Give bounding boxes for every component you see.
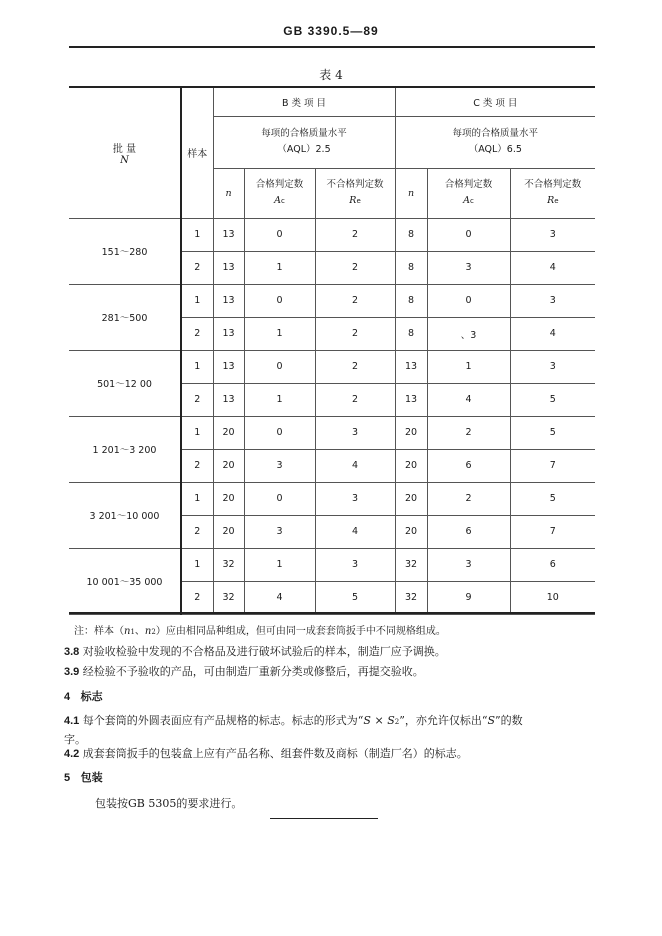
b-n-cell: 20 — [213, 515, 244, 548]
sample-cell: 1 — [181, 218, 213, 251]
c-n-header: n — [395, 168, 427, 218]
sample-cell: 2 — [181, 317, 213, 350]
c-n-cell: 20 — [395, 416, 427, 449]
c-re-cell: 5 — [510, 383, 595, 416]
c-ac-cell: 1 — [427, 350, 510, 383]
table-row — [69, 284, 595, 317]
lot-size-cell: 3 201～10 000 — [69, 482, 181, 548]
b-n-cell: 13 — [213, 251, 244, 284]
sample-cell: 1 — [181, 548, 213, 581]
clause-4-1: 4.1 每个套筒的外圆表面应有产品规格的标志。标志的形式为“S × S2”，亦允许仅标出“S”的数 字。 — [64, 714, 523, 746]
lot-size-cell: 151～280 — [69, 218, 181, 284]
c-re-cell: 5 — [510, 416, 595, 449]
b-ac-cell: 0 — [244, 482, 315, 515]
b-ac-cell: 4 — [244, 581, 315, 614]
b-ac-cell: 1 — [244, 548, 315, 581]
section-4-heading: 4 标志 — [64, 690, 103, 703]
c-n-cell: 13 — [395, 383, 427, 416]
sample-cell: 1 — [181, 350, 213, 383]
b-ac-cell: 1 — [244, 317, 315, 350]
standard-header: GB 3390.5—89 — [283, 24, 379, 38]
c-class-header: C 类 项 目 — [395, 88, 595, 116]
b-n-cell: 32 — [213, 581, 244, 614]
section-5-text: 包装按GB 5305的要求进行。 — [95, 797, 243, 810]
lot-size-cell: 1 201～3 200 — [69, 416, 181, 482]
lot-size-cell: 10 001～35 000 — [69, 548, 181, 614]
sample-cell: 2 — [181, 383, 213, 416]
b-ac-cell: 0 — [244, 218, 315, 251]
b-re-cell: 2 — [315, 317, 395, 350]
b-n-cell: 13 — [213, 218, 244, 251]
b-n-cell: 13 — [213, 350, 244, 383]
c-re-cell: 7 — [510, 515, 595, 548]
b-re-cell: 2 — [315, 383, 395, 416]
c-n-cell: 20 — [395, 449, 427, 482]
b-ac-cell: 1 — [244, 251, 315, 284]
c-n-cell: 8 — [395, 317, 427, 350]
c-n-cell: 32 — [395, 581, 427, 614]
b-ac-header: 合格判定数 Ac — [244, 168, 315, 218]
clause-4-2: 4.2 成套套筒扳手的包装盒上应有产品名称、组套件数及商标（制造厂名）的标志。 — [64, 747, 468, 760]
header-rule — [69, 46, 595, 48]
b-ac-cell: 0 — [244, 284, 315, 317]
c-n-cell: 8 — [395, 218, 427, 251]
c-re-cell: 3 — [510, 218, 595, 251]
b-ac-cell: 0 — [244, 416, 315, 449]
table-title: 表 4 — [319, 68, 343, 82]
c-ac-cell: 2 — [427, 482, 510, 515]
c-ac-cell: 6 — [427, 515, 510, 548]
table-row — [69, 482, 595, 515]
c-re-cell: 5 — [510, 482, 595, 515]
b-n-cell: 32 — [213, 548, 244, 581]
c-ac-cell: 0 — [427, 284, 510, 317]
c-re-cell: 6 — [510, 548, 595, 581]
b-re-cell: 3 — [315, 416, 395, 449]
c-n-cell: 32 — [395, 548, 427, 581]
c-n-cell: 8 — [395, 251, 427, 284]
c-ac-cell: 0 — [427, 218, 510, 251]
b-n-cell: 13 — [213, 317, 244, 350]
b-n-cell: 20 — [213, 416, 244, 449]
b-aql-header: 每项的合格质量水平 （AQL）2.5 — [213, 116, 395, 168]
sample-cell: 2 — [181, 251, 213, 284]
b-n-header: n — [213, 168, 244, 218]
c-re-cell: 4 — [510, 251, 595, 284]
b-re-header: 不合格判定数 Re — [315, 168, 395, 218]
c-re-cell: 7 — [510, 449, 595, 482]
table-note: 注：样本（n1、n2）应由相同品种组成，但可由同一成套套筒扳手中不同规格组成。 — [74, 626, 446, 637]
table-body — [69, 218, 595, 614]
b-n-cell: 20 — [213, 449, 244, 482]
b-ac-cell: 3 — [244, 515, 315, 548]
b-n-cell: 20 — [213, 482, 244, 515]
section-5-heading: 5 包装 — [64, 771, 103, 784]
table-row — [69, 416, 595, 449]
b-ac-cell: 1 — [244, 383, 315, 416]
table-bottom-rule — [69, 612, 595, 614]
b-re-cell: 5 — [315, 581, 395, 614]
sample-cell: 1 — [181, 482, 213, 515]
c-ac-cell: 4 — [427, 383, 510, 416]
b-ac-cell: 3 — [244, 449, 315, 482]
c-ac-cell: 3 — [427, 251, 510, 284]
table-row — [69, 350, 595, 383]
c-re-cell: 10 — [510, 581, 595, 614]
b-re-cell: 4 — [315, 449, 395, 482]
c-ac-cell: 、3 — [427, 317, 510, 350]
sampling-table — [69, 88, 595, 615]
c-aql-header: 每项的合格质量水平 （AQL）6.5 — [395, 116, 595, 168]
b-ac-cell: 0 — [244, 350, 315, 383]
c-ac-cell: 9 — [427, 581, 510, 614]
c-ac-header: 合格判定数 Ac — [427, 168, 510, 218]
c-n-cell: 8 — [395, 284, 427, 317]
sample-cell: 2 — [181, 449, 213, 482]
sample-cell: 1 — [181, 284, 213, 317]
b-re-cell: 2 — [315, 350, 395, 383]
lot-size-header: 批 量 N — [69, 88, 181, 218]
table-row — [69, 218, 595, 251]
c-n-cell: 20 — [395, 515, 427, 548]
lot-size-cell: 501～12 00 — [69, 350, 181, 416]
sample-header: 样本 — [181, 88, 213, 218]
b-re-cell: 3 — [315, 482, 395, 515]
b-re-cell: 2 — [315, 218, 395, 251]
b-re-cell: 2 — [315, 251, 395, 284]
c-n-cell: 20 — [395, 482, 427, 515]
sample-cell: 2 — [181, 581, 213, 614]
sample-cell: 1 — [181, 416, 213, 449]
c-re-header: 不合格判定数 Re — [510, 168, 595, 218]
b-class-header: B 类 项 目 — [213, 88, 395, 116]
end-rule — [270, 818, 378, 819]
c-ac-cell: 3 — [427, 548, 510, 581]
table-row — [69, 548, 595, 581]
clause-3-9: 3.9 经检验不予验收的产品，可由制造厂重新分类或修整后，再提交验收。 — [64, 665, 424, 678]
c-n-cell: 13 — [395, 350, 427, 383]
b-re-cell: 2 — [315, 284, 395, 317]
sample-cell: 2 — [181, 515, 213, 548]
c-ac-cell: 6 — [427, 449, 510, 482]
c-re-cell: 4 — [510, 317, 595, 350]
c-re-cell: 3 — [510, 284, 595, 317]
clause-3-8: 3.8 对验收检验中发现的不合格品及进行破坏试验后的样本，制造厂应予调换。 — [64, 645, 446, 658]
b-re-cell: 3 — [315, 548, 395, 581]
b-n-cell: 13 — [213, 383, 244, 416]
c-ac-cell: 2 — [427, 416, 510, 449]
b-re-cell: 4 — [315, 515, 395, 548]
b-n-cell: 13 — [213, 284, 244, 317]
c-re-cell: 3 — [510, 350, 595, 383]
lot-size-cell: 281～500 — [69, 284, 181, 350]
